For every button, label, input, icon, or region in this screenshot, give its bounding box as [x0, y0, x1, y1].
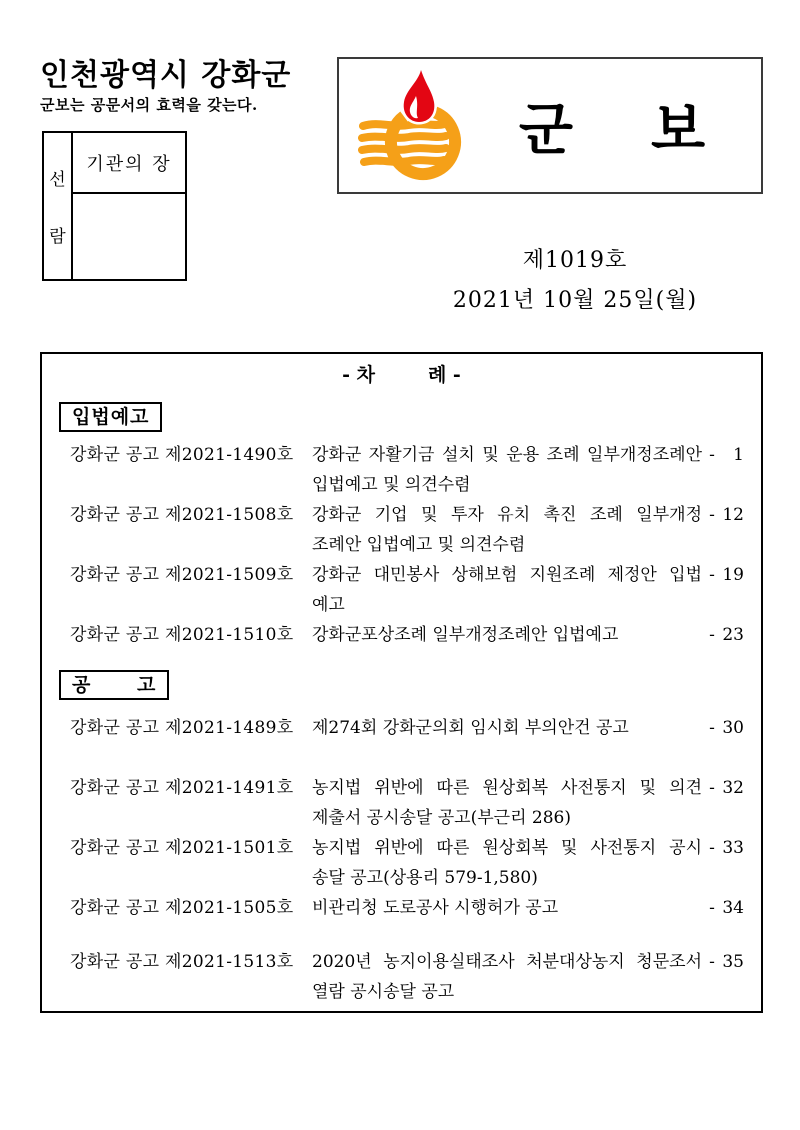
entry-title-line: 강화군 기업 및 투자 유치 촉진 조례 일부개정: [312, 505, 702, 525]
entry-title-line: 열람 공시송달 공고: [312, 982, 455, 1002]
page-number: 30: [722, 718, 744, 738]
page-number: 35: [722, 952, 744, 972]
toc-row: [42, 440, 761, 500]
entry-title-line: 강화군 자활기금 설치 및 운용 조례 일부개정조례안: [312, 445, 702, 465]
leader-dash: -: [709, 898, 715, 918]
approval-side-char-bottom: 람: [49, 227, 66, 247]
approval-table: [42, 131, 187, 281]
doc-number: 강화군 공고 제2021-1491호: [70, 778, 294, 798]
entry-title-line: 입법예고 및 의견수렴: [312, 475, 471, 495]
entry-title-line: 제출서 공시송달 공고(부근리 286): [312, 808, 571, 828]
toc-row: [42, 713, 761, 743]
entry-title-line: 조례안 입법예고 및 의견수렴: [312, 535, 526, 555]
leader-dash: -: [709, 838, 715, 858]
org-subtitle: 군보는 공문서의 효력을 갖는다.: [40, 96, 258, 114]
doc-number: 강화군 공고 제2021-1505호: [70, 898, 294, 918]
toc-row: [42, 500, 761, 560]
entry-title-line: 예고: [312, 595, 345, 615]
doc-number: 강화군 공고 제2021-1509호: [70, 565, 294, 585]
entry-title-line: 제274회 강화군의회 임시회 부의안건 공고: [312, 718, 629, 738]
doc-number: 강화군 공고 제2021-1508호: [70, 505, 294, 525]
toc-row: [42, 893, 761, 923]
page-number: 1: [733, 445, 744, 465]
toc-box: [40, 352, 763, 1013]
issue-date: 2021년 10월 25일(월): [452, 288, 698, 313]
approval-signature-cell: [73, 194, 185, 279]
page-number: 34: [722, 898, 744, 918]
page-number: 33: [722, 838, 744, 858]
toc-title: - 차 례 -: [342, 364, 461, 386]
issue-number: 제1019호: [522, 248, 628, 273]
doc-number: 강화군 공고 제2021-1489호: [70, 718, 294, 738]
approval-side-char-top: 선: [49, 170, 66, 190]
entry-title-line: 2020년 농지이용실태조사 처분대상농지 청문조서: [312, 952, 702, 972]
leader-dash: -: [709, 505, 715, 525]
section-label-legislative-notice: 입법예고: [59, 402, 162, 432]
leader-dash: -: [709, 718, 715, 738]
doc-number: 강화군 공고 제2021-1490호: [70, 445, 294, 465]
entry-title-line: 송달 공고(상용리 579-1,580): [312, 868, 538, 888]
doc-number: 강화군 공고 제2021-1501호: [70, 838, 294, 858]
toc-row: [42, 947, 761, 1007]
toc-row: [42, 833, 761, 893]
entry-title-line: 농지법 위반에 따른 원상회복 사전통지 및 의견: [312, 778, 702, 798]
page-number: 12: [722, 505, 744, 525]
approval-head-cell: 기관의 장: [73, 133, 185, 194]
section-label-public-notice: 공 고: [59, 670, 169, 700]
entry-title-line: 비관리청 도로공사 시행허가 공고: [312, 898, 559, 918]
leader-dash: -: [709, 445, 715, 465]
page-number: 23: [722, 625, 744, 645]
toc-row: [42, 773, 761, 833]
entry-title-line: 농지법 위반에 따른 원상회복 및 사전통지 공시: [312, 838, 702, 858]
page-number: 19: [722, 565, 744, 585]
doc-number: 강화군 공고 제2021-1513호: [70, 952, 294, 972]
leader-dash: -: [709, 625, 715, 645]
toc-row: [42, 620, 761, 650]
toc-row: [42, 560, 761, 620]
page-number: 32: [722, 778, 744, 798]
leader-dash: -: [709, 778, 715, 798]
entry-title-line: 강화군 대민봉사 상해보험 지원조례 제정안 입법: [312, 565, 702, 585]
leader-dash: -: [709, 952, 715, 972]
masthead-title: 군 보: [518, 97, 706, 163]
org-title: 인천광역시 강화군: [40, 58, 292, 93]
entry-title-line: 강화군포상조례 일부개정조례안 입법예고: [312, 625, 619, 645]
doc-number: 강화군 공고 제2021-1510호: [70, 625, 294, 645]
leader-dash: -: [709, 565, 715, 585]
masthead: [337, 57, 763, 194]
ganghwa-county-emblem-icon: [353, 66, 471, 186]
approval-side-label: [44, 133, 73, 279]
